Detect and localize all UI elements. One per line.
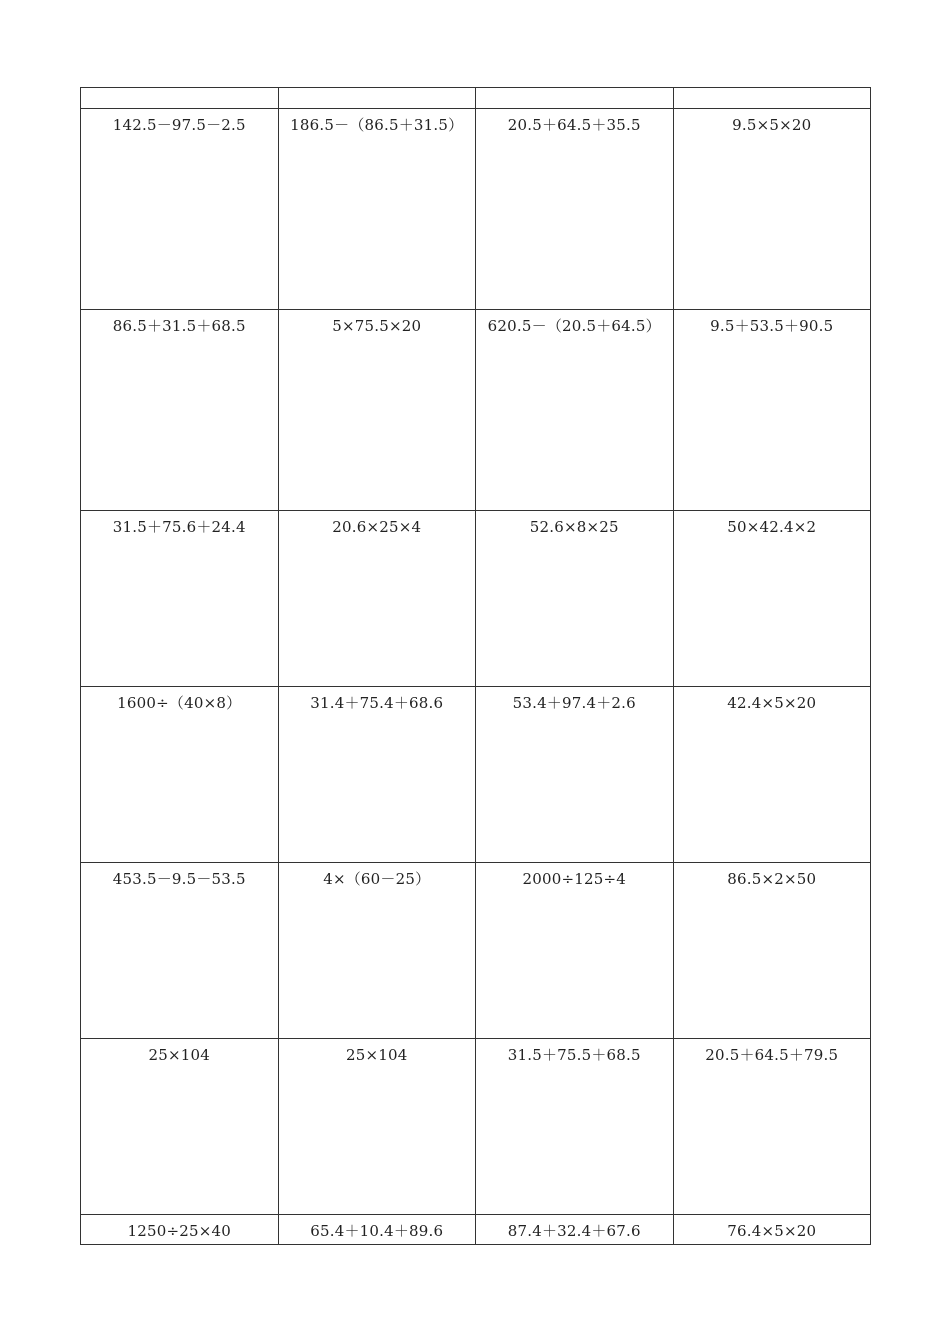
problem-cell (81, 863, 279, 1039)
problem-cell (81, 1215, 279, 1245)
expression: 4×（60－25） (323, 870, 431, 888)
expression: 31.5＋75.6＋24.4 (112, 518, 246, 536)
expression: 142.5－97.5－2.5 (112, 116, 246, 134)
problem-cell (278, 863, 476, 1039)
problem-cell (673, 1215, 871, 1245)
problem-cell (81, 310, 279, 511)
expression: 25×104 (148, 1046, 210, 1064)
expression: 2000÷125÷4 (522, 870, 626, 888)
problem-cell (476, 687, 674, 863)
header-cell (81, 88, 279, 109)
expression: 31.5＋75.5＋68.5 (507, 1046, 641, 1064)
expression: 5×75.5×20 (332, 317, 422, 335)
expression: 42.4×5×20 (727, 694, 817, 712)
expression: 86.5＋31.5＋68.5 (112, 317, 246, 335)
problem-cell (81, 511, 279, 687)
problem-row (81, 1039, 871, 1215)
problem-cell (476, 1215, 674, 1245)
expression: 52.6×8×25 (529, 518, 619, 536)
problem-cell (476, 310, 674, 511)
problem-cell (278, 1039, 476, 1215)
problem-cell (673, 310, 871, 511)
expression: 20.6×25×4 (332, 518, 422, 536)
problem-cell (476, 863, 674, 1039)
problem-cell (673, 687, 871, 863)
problem-cell (278, 1215, 476, 1245)
expression: 25×104 (346, 1046, 408, 1064)
problem-cell (673, 109, 871, 310)
problem-cell (476, 511, 674, 687)
expression: 453.5－9.5－53.5 (112, 870, 246, 888)
problem-row (81, 1215, 871, 1245)
expression: 9.5×5×20 (732, 116, 812, 134)
problem-cell (278, 511, 476, 687)
problem-cell (476, 1039, 674, 1215)
problem-cell (81, 687, 279, 863)
problem-cell (81, 109, 279, 310)
problem-row (81, 511, 871, 687)
expression: 87.4＋32.4＋67.6 (507, 1222, 641, 1240)
problem-cell (278, 109, 476, 310)
header-cell (673, 88, 871, 109)
expression: 86.5×2×50 (727, 870, 817, 888)
expression: 20.5＋64.5＋35.5 (507, 116, 641, 134)
problem-cell (673, 511, 871, 687)
problem-row (81, 687, 871, 863)
problem-row (81, 310, 871, 511)
expression: 50×42.4×2 (727, 518, 817, 536)
expression: 1600÷（40×8） (117, 694, 242, 712)
expression: 9.5＋53.5＋90.5 (710, 317, 834, 335)
problem-cell (673, 1039, 871, 1215)
expression: 20.5＋64.5＋79.5 (705, 1046, 839, 1064)
expression: 76.4×5×20 (727, 1222, 817, 1240)
expression: 1250÷25×40 (127, 1222, 231, 1240)
problem-cell (476, 109, 674, 310)
problem-grid (80, 87, 871, 1245)
problem-cell (278, 310, 476, 511)
problem-cell (81, 1039, 279, 1215)
expression: 65.4＋10.4＋89.6 (310, 1222, 444, 1240)
problem-cell (278, 687, 476, 863)
header-cell (278, 88, 476, 109)
problem-row (81, 863, 871, 1039)
expression: 186.5－（86.5＋31.5） (290, 116, 464, 134)
problem-row (81, 109, 871, 310)
expression: 620.5－（20.5＋64.5） (487, 317, 661, 335)
expression: 53.4＋97.4＋2.6 (512, 694, 636, 712)
problem-cell (673, 863, 871, 1039)
header-cell (476, 88, 674, 109)
expression: 31.4＋75.4＋68.6 (310, 694, 444, 712)
header-row (81, 88, 871, 109)
